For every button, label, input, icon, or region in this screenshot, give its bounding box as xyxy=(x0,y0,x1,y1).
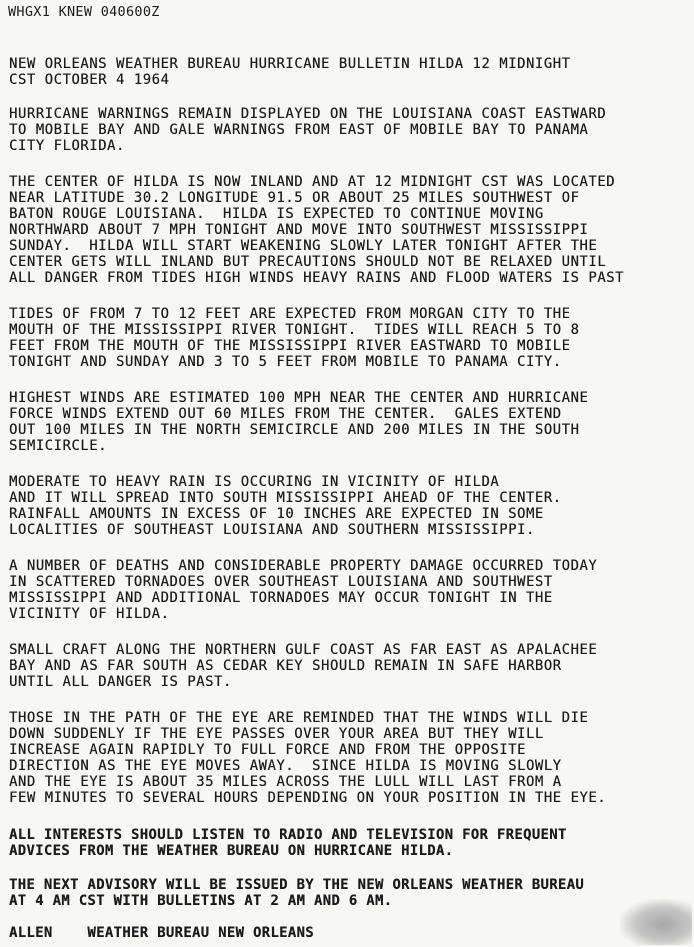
winds-line: FORCE WINDS EXTEND OUT 60 MILES FROM THE CENTER. GALES EXTEND xyxy=(9,406,562,422)
small-craft-line: BAY AND AS FAR SOUTH AS CEDAR KEY SHOULD REMAIN IN SAFE HARBOR xyxy=(9,658,562,674)
bulletin-title-line-2: CST OCTOBER 4 1964 xyxy=(9,72,170,88)
position-line: BATON ROUGE LOUISIANA. HILDA IS EXPECTED TO CONTINUE MOVING xyxy=(9,206,544,222)
warnings-line: TO MOBILE BAY AND GALE WARNINGS FROM EAST OF MOBILE BAY TO PANAMA xyxy=(9,122,589,138)
bulletin-title-line-1: NEW ORLEANS WEATHER BUREAU HURRICANE BULLETIN HILDA 12 MIDNIGHT xyxy=(9,56,571,72)
eye-line: THOSE IN THE PATH OF THE EYE ARE REMINDED THAT THE WINDS WILL DIE xyxy=(9,710,589,726)
next-advisory-line: THE NEXT ADVISORY WILL BE ISSUED BY THE NEW ORLEANS WEATHER BUREAU xyxy=(9,877,585,893)
small-craft-line: SMALL CRAFT ALONG THE NORTHERN GULF COAST AS FAR EAST AS APALACHEE xyxy=(9,642,598,658)
tornado-line: A NUMBER OF DEATHS AND CONSIDERABLE PROPERTY DAMAGE OCCURRED TODAY xyxy=(9,558,598,574)
warnings-line: CITY FLORIDA. xyxy=(9,138,125,154)
tides-line: FEET FROM THE MOUTH OF THE MISSISSIPPI RIVER EASTWARD TO MOBILE xyxy=(9,338,571,354)
position-line: THE CENTER OF HILDA IS NOW INLAND AND AT 12 MIDNIGHT CST WAS LOCATED xyxy=(9,174,616,190)
position-line: NORTHWARD ABOUT 7 MPH TONIGHT AND MOVE INTO SOUTHWEST MISSISSIPPI xyxy=(9,222,589,238)
warnings-line: HURRICANE WARNINGS REMAIN DISPLAYED ON THE LOUISIANA COAST EASTWARD xyxy=(9,106,607,122)
winds-line: HIGHEST WINDS ARE ESTIMATED 100 MPH NEAR THE CENTER AND HURRICANE xyxy=(9,390,589,406)
tornado-line: VICINITY OF HILDA. xyxy=(9,606,170,622)
winds-line: SEMICIRCLE. xyxy=(9,438,108,454)
paper-smudge xyxy=(620,899,692,945)
interests-line: ALL INTERESTS SHOULD LISTEN TO RADIO AND TELEVISION FOR FREQUENT xyxy=(9,827,567,843)
rain-line: RAINFALL AMOUNTS IN EXCESS OF 10 INCHES ARE EXPECTED IN SOME xyxy=(9,506,544,522)
rain-line: LOCALITIES OF SOUTHEAST LOUISIANA AND SOUTHERN MISSISSIPPI. xyxy=(9,522,535,538)
rain-line: MODERATE TO HEAVY RAIN IS OCCURING IN VICINITY OF HILDA xyxy=(9,474,500,490)
position-line: ALL DANGER FROM TIDES HIGH WINDS HEAVY RAINS AND FLOOD WATERS IS PAST xyxy=(9,270,624,286)
tornado-line: MISSISSIPPI AND ADDITIONAL TORNADOES MAY OCCUR TONIGHT IN THE xyxy=(9,590,553,606)
position-line: CENTER GETS WILL INLAND BUT PRECAUTIONS SHOULD NOT BE RELAXED UNTIL xyxy=(9,254,607,270)
signature-line: ALLEN WEATHER BUREAU NEW ORLEANS xyxy=(9,925,314,941)
tornado-line: IN SCATTERED TORNADOES OVER SOUTHEAST LOUISIANA AND SOUTHWEST xyxy=(9,574,553,590)
tides-line: MOUTH OF THE MISSISSIPPI RIVER TONIGHT. TIDES WILL REACH 5 TO 8 xyxy=(9,322,580,338)
winds-line: OUT 100 MILES IN THE NORTH SEMICIRCLE AND 200 MILES IN THE SOUTH xyxy=(9,422,580,438)
teletype-header: WHGX1 KNEW 040600Z xyxy=(8,4,160,20)
interests-line: ADVICES FROM THE WEATHER BUREAU ON HURRICANE HILDA. xyxy=(9,843,454,859)
next-advisory-line: AT 4 AM CST WITH BULLETINS AT 2 AM AND 6 AM. xyxy=(9,893,393,909)
small-craft-line: UNTIL ALL DANGER IS PAST. xyxy=(9,674,232,690)
eye-line: INCREASE AGAIN RAPIDLY TO FULL FORCE AND FROM THE OPPOSITE xyxy=(9,742,526,758)
eye-line: AND THE EYE IS ABOUT 35 MILES ACROSS THE LULL WILL LAST FROM A xyxy=(9,774,562,790)
tides-line: TONIGHT AND SUNDAY AND 3 TO 5 FEET FROM MOBILE TO PANAMA CITY. xyxy=(9,354,562,370)
eye-line: DOWN SUDDENLY IF THE EYE PASSES OVER YOUR AREA BUT THEY WILL xyxy=(9,726,544,742)
position-line: NEAR LATITUDE 30.2 LONGITUDE 91.5 OR ABOUT 25 MILES SOUTHWEST OF xyxy=(9,190,580,206)
rain-line: AND IT WILL SPREAD INTO SOUTH MISSISSIPPI AHEAD OF THE CENTER. xyxy=(9,490,562,506)
eye-line: FEW MINUTES TO SEVERAL HOURS DEPENDING ON YOUR POSITION IN THE EYE. xyxy=(9,790,607,806)
tides-line: TIDES OF FROM 7 TO 12 FEET ARE EXPECTED FROM MORGAN CITY TO THE xyxy=(9,306,571,322)
eye-line: DIRECTION AS THE EYE MOVES AWAY. SINCE HILDA IS MOVING SLOWLY xyxy=(9,758,562,774)
position-line: SUNDAY. HILDA WILL START WEAKENING SLOWLY LATER TONIGHT AFTER THE xyxy=(9,238,598,254)
